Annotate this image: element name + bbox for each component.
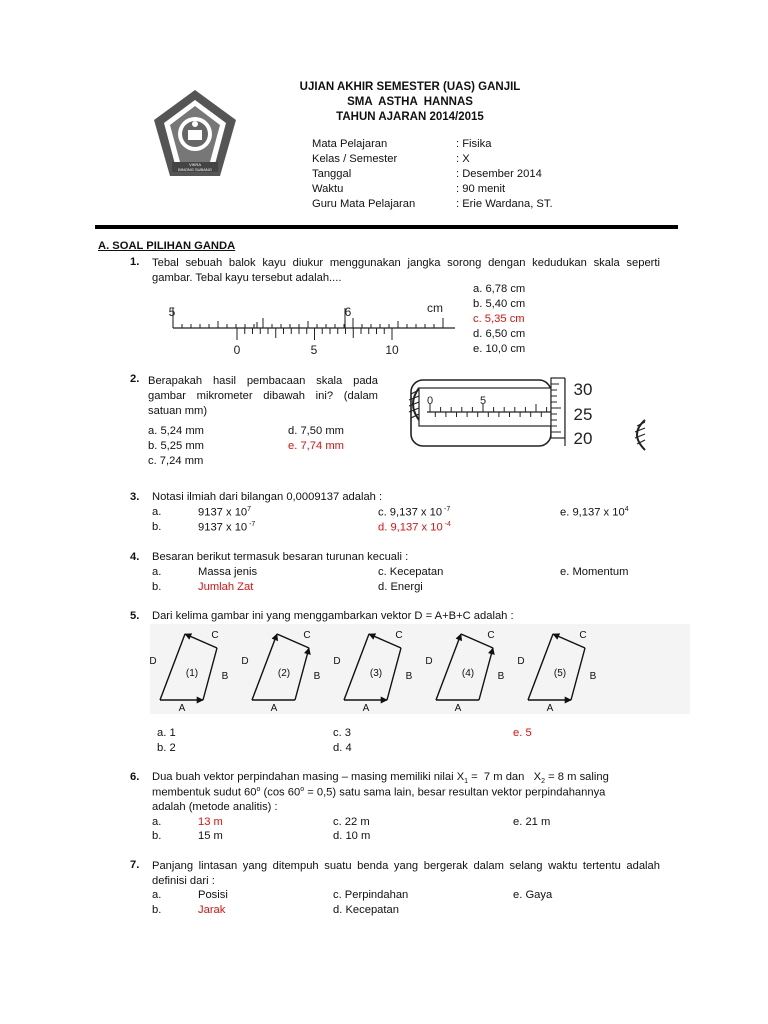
q3-option-b-exp: -7 — [247, 521, 256, 528]
vector-label: (1) — [185, 668, 199, 679]
q4-number: 4. — [130, 551, 140, 563]
q5-text: Dari kelima gambar ini yang menggambarkan vektor D = A+B+C adalah : — [152, 610, 514, 622]
header-divider — [95, 225, 678, 229]
q4-option-a-letter: a. — [152, 566, 162, 578]
q4-option-a[interactable]: Massa jenis — [198, 566, 258, 578]
vector-label: (5) — [553, 668, 567, 679]
q6-number: 6. — [130, 771, 140, 783]
q6-option-e[interactable]: e. 21 m — [513, 816, 551, 828]
q6-deg1: o — [256, 786, 261, 793]
vector-label: A — [362, 703, 370, 714]
q1-option-b[interactable]: b. 5,40 cm — [473, 298, 526, 310]
q3-option-c-text: c. 9,137 x 10 — [378, 506, 443, 519]
info-label-class: Kelas / Semester — [312, 153, 398, 165]
q3-option-e-exp: 4 — [624, 506, 629, 513]
q7-option-e[interactable]: e. Gaya — [513, 889, 553, 901]
q3-option-a-exp: 7 — [247, 506, 252, 513]
school-name: SMA ASTHA HANNAS — [347, 96, 473, 108]
vector-arrow-b — [479, 648, 493, 700]
q6-option-d[interactable]: d. 10 m — [333, 830, 371, 842]
vector-arrow-d — [344, 634, 369, 700]
info-value-subject: : Fisika — [456, 138, 492, 150]
q4-option-d[interactable]: d. Energi — [378, 581, 423, 593]
vector-figure — [333, 630, 412, 714]
vector-label: C — [211, 630, 219, 641]
q3-option-e-text: e. 9,137 x 10 — [560, 506, 625, 519]
vector-label: B — [221, 671, 229, 682]
vector-label: A — [270, 703, 278, 714]
q6-option-b[interactable]: 15 m — [198, 830, 223, 842]
q7-option-a[interactable]: Posisi — [198, 889, 228, 901]
info-label-time: Waktu — [312, 183, 344, 195]
q3-option-c-exp: -7 — [442, 506, 451, 513]
q7-option-b[interactable]: Jarak — [198, 904, 226, 916]
info-value-time: : 90 menit — [456, 183, 506, 195]
info-value-date: : Desember 2014 — [456, 168, 542, 180]
school-logo — [152, 88, 238, 180]
q5-number: 5. — [130, 610, 140, 622]
q5-option-d[interactable]: d. 4 — [333, 742, 352, 754]
vector-label: D — [241, 656, 249, 667]
q3-option-a[interactable] — [198, 506, 251, 519]
q4-text: Besaran berikut termasuk besaran turunan kecuali : — [152, 551, 409, 563]
info-label-date: Tanggal — [312, 168, 352, 180]
q3-option-b-letter: b. — [152, 521, 162, 533]
q1-number: 1. — [130, 256, 140, 268]
q4-option-b[interactable]: Jumlah Zat — [198, 581, 254, 593]
sleeve-label-5: 5 — [479, 395, 487, 407]
q7-number: 7. — [130, 859, 140, 871]
vector-figure — [241, 630, 320, 714]
info-value-teacher: : Erie Wardana, ST. — [456, 198, 553, 210]
q4-option-b-letter: b. — [152, 581, 162, 593]
q2-option-c[interactable]: c. 7,24 mm — [148, 455, 204, 467]
q6-text-line2 — [152, 786, 605, 799]
vector-label: C — [395, 630, 403, 641]
vector-arrow-d — [160, 634, 185, 700]
thimble-label-30: 30 — [573, 380, 593, 399]
q3-option-b[interactable] — [198, 521, 255, 534]
vector-label: B — [589, 671, 597, 682]
q6-sub2: 2 — [541, 778, 546, 786]
vector-label: D — [425, 656, 433, 667]
vector-label: D — [150, 656, 157, 667]
q1-option-a[interactable]: a. 6,78 cm — [473, 283, 526, 295]
q6-text-line1 — [152, 771, 609, 785]
vernier-caliper-figure — [165, 298, 460, 356]
q2-number: 2. — [130, 373, 140, 385]
q7-option-b-letter: b. — [152, 904, 162, 916]
academic-year: TAHUN AJARAN 2014/2015 — [336, 111, 484, 123]
vector-label: C — [303, 630, 311, 641]
q6-option-c[interactable]: c. 22 m — [333, 816, 370, 828]
vernier-label-10: 10 — [385, 343, 399, 356]
q2-text: Berapakah hasil pembacaan skala pada gambar mikrometer dibawah ini? (dalam satuan mm) — [148, 375, 378, 417]
q1-option-e[interactable]: e. 10,0 cm — [473, 343, 526, 355]
vector-label: D — [517, 656, 525, 667]
exam-title: UJIAN AKHIR SEMESTER (UAS) GANJIL — [299, 81, 521, 93]
vector-label: C — [579, 630, 587, 641]
logo-text-bottom: BINONG SUBANG — [178, 167, 212, 172]
q3-option-d[interactable] — [378, 521, 451, 534]
vector-figure — [425, 630, 504, 714]
q6-option-a[interactable]: 13 m — [198, 816, 223, 828]
vector-label: A — [178, 703, 186, 714]
q6-text-p1: Dua buah vektor perpindahan masing – masing memiliki nilai X — [152, 771, 465, 783]
vector-label: A — [454, 703, 462, 714]
section-title: A. SOAL PILIHAN GANDA — [98, 240, 236, 252]
q6-text-p2: = 7 m dan X — [468, 771, 542, 783]
vector-arrow-b — [571, 648, 585, 700]
q6-sub1: 1 — [464, 778, 469, 786]
q4-option-e[interactable]: e. Momentum — [560, 566, 629, 578]
main-scale-ticks — [173, 318, 443, 328]
q7-option-c[interactable]: c. Perpindahan — [333, 889, 409, 901]
scale-label-6: 6 — [344, 305, 352, 319]
q2-option-b[interactable]: b. 5,25 mm — [148, 440, 204, 452]
vector-arrow-d — [436, 634, 461, 700]
q2-option-e[interactable]: e. 7,74 mm — [288, 440, 344, 452]
q6-deg2: o — [300, 786, 305, 793]
q3-text: Notasi ilmiah dari bilangan 0,0009137 adalah : — [152, 491, 383, 503]
q3-option-d-text: d. 9,137 x 10 — [378, 521, 443, 534]
thimble-label-20: 20 — [573, 429, 593, 448]
vector-label: B — [313, 671, 321, 682]
q6-line2-p1: membentuk sudut 60 — [152, 786, 257, 799]
vector-arrow-b — [203, 648, 217, 700]
q5-option-c[interactable]: c. 3 — [333, 727, 352, 739]
q6-text-p3: = 8 m saling — [545, 771, 609, 783]
q1-option-c[interactable]: c. 5,35 cm — [473, 313, 525, 325]
q3-option-a-letter: a. — [152, 506, 162, 518]
q3-option-c[interactable] — [378, 506, 450, 519]
micrometer-figure — [405, 374, 650, 454]
q2-option-d[interactable]: d. 7,50 mm — [288, 425, 344, 437]
vector-label: B — [405, 671, 413, 682]
q1-option-d[interactable]: d. 6,50 cm — [473, 328, 526, 340]
vector-arrow-d — [528, 634, 553, 700]
vector-label: (4) — [461, 668, 475, 679]
scale-label-5: 5 — [168, 305, 176, 319]
vector-label: C — [487, 630, 495, 641]
q4-option-c[interactable]: c. Kecepatan — [378, 566, 444, 578]
q3-number: 3. — [130, 491, 140, 503]
q6-option-a-letter: a. — [152, 816, 162, 828]
vector-arrow-b — [387, 648, 401, 700]
q7-text: Panjang lintasan yang ditempuh suatu benda yang bergerak dalam selang waktu tertentu adalah definisi dari : — [152, 860, 660, 887]
vector-arrow-d — [252, 634, 277, 700]
vector-label: B — [497, 671, 505, 682]
q6-line2-p2: (cos 60 — [260, 786, 301, 799]
q2-option-a[interactable]: a. 5,24 mm — [148, 425, 204, 437]
vector-label: (3) — [369, 668, 383, 679]
q3-option-a-text: 9137 x 10 — [198, 506, 248, 519]
vector-label: (2) — [277, 668, 291, 679]
logo-text-top: VIKRA — [188, 162, 202, 167]
q7-option-d[interactable]: d. Kecepatan — [333, 904, 399, 916]
q7-option-a-letter: a. — [152, 889, 162, 901]
vector-figure — [150, 630, 229, 714]
vernier-scale-ticks — [237, 328, 392, 340]
vector-figure — [517, 630, 596, 714]
q5-option-b[interactable]: b. 2 — [157, 742, 176, 754]
q6-text-line3: adalah (metode analitis) : — [152, 801, 278, 813]
q3-option-e[interactable] — [560, 506, 629, 519]
info-label-subject: Mata Pelajaran — [312, 138, 388, 150]
q6-option-b-letter: b. — [152, 830, 162, 842]
vector-label: D — [333, 656, 341, 667]
vernier-label-0: 0 — [233, 343, 241, 356]
info-label-teacher: Guru Mata Pelajaran — [312, 198, 416, 210]
q5-option-a[interactable]: a. 1 — [157, 727, 176, 739]
vector-arrow-b — [295, 648, 309, 700]
thimble-label-25: 25 — [573, 405, 593, 424]
vernier-label-5: 5 — [310, 343, 318, 356]
q1-text: Tebal sebuah balok kayu diukur menggunakan jangka sorong dengan kedudukan skala seperti gambar. Tebal kayu tersebut adalah.... — [152, 257, 660, 284]
info-value-class: : X — [456, 153, 470, 165]
vector-figures — [150, 624, 690, 714]
q3-option-b-text: 9137 x 10 — [198, 521, 248, 534]
q5-option-e[interactable]: e. 5 — [513, 727, 532, 739]
q6-line2-p3: = 0,5) satu sama lain, besar resultan vektor perpindahannya — [304, 786, 606, 799]
sleeve-label-0: 0 — [426, 395, 434, 407]
vector-label: A — [546, 703, 554, 714]
q3-option-d-exp: -4 — [442, 521, 451, 528]
scale-unit: cm — [427, 301, 443, 315]
